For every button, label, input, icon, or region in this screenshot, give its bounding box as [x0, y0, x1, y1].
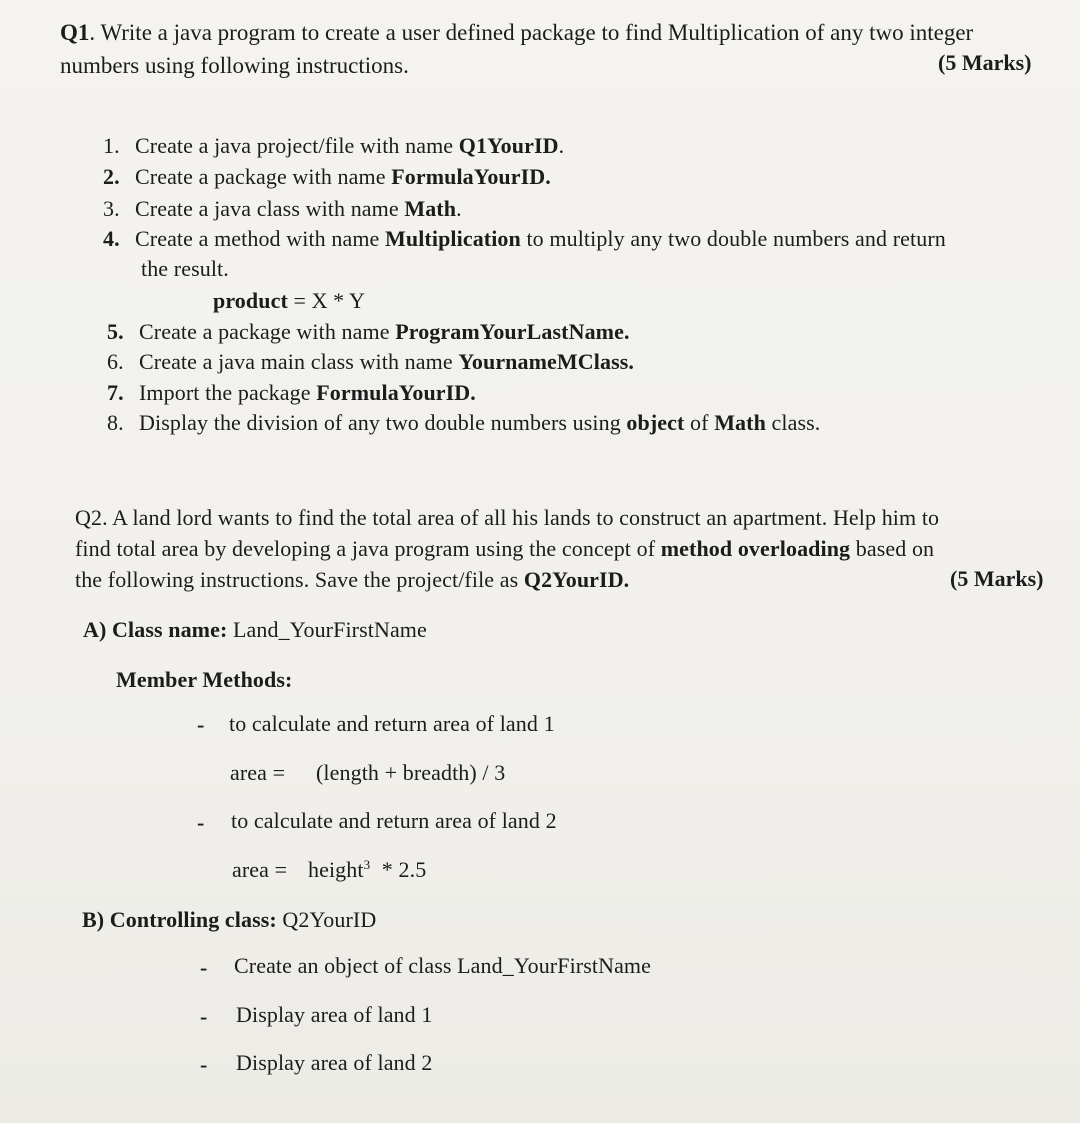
q2-method2: to calculate and return area of land 2	[231, 808, 557, 833]
q2-line2-bold: method overloading	[660, 536, 851, 561]
q1-item-text: Create a package with name	[139, 319, 396, 344]
q1-item-4	[103, 226, 946, 252]
q2-part-b	[82, 907, 376, 933]
q1-item-bold: Q1YourID	[458, 133, 559, 158]
q1-item-bold: Math	[404, 196, 457, 221]
q2-line2	[75, 536, 934, 562]
q1-item-text: Create a java class with name	[135, 196, 405, 221]
q1-item-5	[107, 319, 630, 345]
q2-method1: to calculate and return area of land 1	[229, 711, 555, 736]
q1-heading-line1	[60, 20, 973, 46]
q2-part-a	[83, 617, 427, 643]
q2-b-item1-dash: -	[200, 955, 208, 980]
q1-item-6	[107, 349, 634, 375]
q2-formula1-rhs: (length + breadth) / 3	[316, 760, 506, 785]
q2-method1-dash: -	[197, 712, 205, 737]
q2-b-item3: Display area of land 2	[236, 1050, 433, 1075]
q1-item-number: 7.	[107, 380, 124, 405]
q1-item-bold: ProgramYourLastName.	[395, 319, 630, 344]
q2-part-a-value: Land_YourFirstName	[227, 617, 427, 642]
q1-item-1	[103, 133, 564, 159]
q1-label: Q1	[60, 20, 90, 45]
q1-item-2	[103, 164, 551, 190]
q1-item-8	[107, 410, 820, 436]
q1-item-bold: FormulaYourID.	[391, 164, 551, 189]
q2-formula2-exponent: 3	[363, 857, 371, 872]
q1-item-bold: Multiplication	[385, 226, 521, 251]
q1-item-after: .	[558, 133, 565, 158]
q1-formula-lhs: product	[213, 288, 288, 313]
q1-item-3	[103, 196, 462, 222]
q1-item-number: 1.	[103, 133, 120, 158]
q1-item-7	[107, 380, 476, 406]
q2-part-b-label: B) Controlling class:	[82, 907, 277, 932]
q2-formula2-rest: * 2.5	[376, 857, 427, 882]
q1-item-number: 8.	[107, 410, 124, 435]
q2-b-item1: Create an object of class Land_YourFirstName	[234, 953, 652, 978]
q1-item-number: 4.	[103, 226, 120, 251]
q2-method2-dash: -	[197, 810, 205, 835]
q1-item-bold: object	[626, 410, 685, 435]
q1-item-text: Import the package	[139, 380, 317, 405]
q1-item-after: to multiply any two double numbers and return	[520, 226, 946, 251]
q1-item-number: 5.	[107, 319, 124, 344]
q1-item-4-continuation: the result.	[141, 256, 229, 281]
q2-b-item2-dash: -	[200, 1004, 208, 1029]
q1-item-tail: class.	[765, 410, 821, 435]
q1-item-text: Create a method with name	[135, 226, 386, 251]
q1-item-after: of	[684, 410, 715, 435]
q2-line1: Q2. A land lord wants to find the total area of all his lands to construct an apartment. Help him to	[75, 505, 940, 530]
q2-part-a-label: A) Class name:	[83, 617, 228, 642]
q1-item-bold: YournameMClass.	[458, 349, 634, 374]
q2-formula2	[232, 857, 426, 883]
q1-item-bold: FormulaYourID.	[316, 380, 476, 405]
q2-formula1-lhs: area =	[230, 760, 286, 785]
q2-line2-post: based on	[850, 536, 935, 561]
q1-marks: (5 Marks)	[938, 50, 1032, 75]
q1-item-number: 6.	[107, 349, 124, 374]
q2-part-b-value: Q2YourID	[276, 907, 377, 932]
q2-member-methods: Member Methods:	[116, 667, 293, 692]
q2-line3-pre: the following instructions. Save the project/file as	[75, 567, 524, 592]
q2-line3	[75, 567, 629, 593]
q2-b-item3-dash: -	[200, 1052, 208, 1077]
q1-formula	[213, 288, 365, 314]
q1-heading-line2: numbers using following instructions.	[60, 53, 409, 78]
q2-line3-bold: Q2YourID.	[523, 567, 630, 592]
q1-text-line1: . Write a java program to create a user defined package to find Multiplication of any two integer	[89, 20, 974, 45]
q1-item-number: 2.	[103, 164, 120, 189]
q2-formula2-base: height	[308, 857, 364, 882]
q2-line2-pre: find total area by developing a java program using the concept of	[75, 536, 661, 561]
q2-b-item2: Display area of land 1	[236, 1002, 433, 1027]
q1-formula-rhs: = X * Y	[287, 288, 366, 313]
q1-item-after: .	[456, 196, 462, 221]
q2-marks: (5 Marks)	[950, 566, 1044, 591]
q1-item-text: Create a java main class with name	[139, 349, 459, 374]
q1-item-text: Create a package with name	[135, 164, 392, 189]
q1-item-text: Display the division of any two double numbers using	[139, 410, 627, 435]
q1-item-number: 3.	[103, 196, 120, 221]
q1-item-bold2: Math	[714, 410, 766, 435]
q2-formula2-lhs: area =	[232, 857, 288, 882]
q2-formula1	[230, 760, 505, 786]
q1-item-text: Create a java project/file with name	[135, 133, 459, 158]
